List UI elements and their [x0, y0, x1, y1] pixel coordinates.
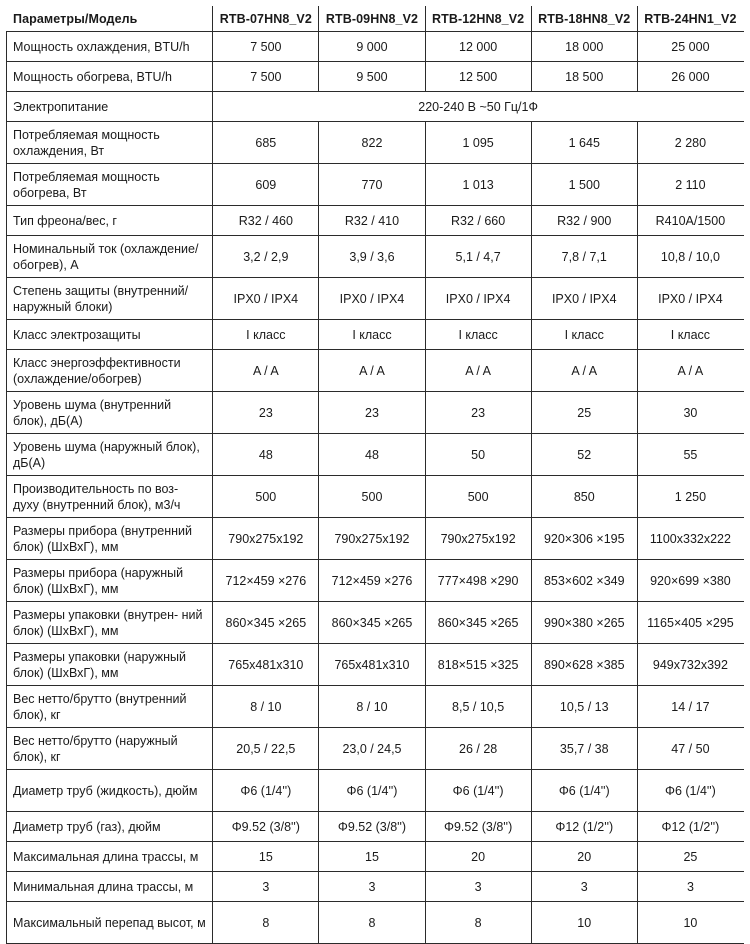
- row-label: Электропитание: [7, 92, 213, 122]
- cell-value: 3: [319, 872, 425, 902]
- cell-value: 1100x332x222: [637, 518, 743, 560]
- cell-value: R32 / 410: [319, 206, 425, 236]
- cell-value: 685: [213, 122, 319, 164]
- cell-value: 8: [425, 902, 531, 944]
- cell-value: Φ6 (1/4''): [213, 770, 319, 812]
- cell-value: A / A: [637, 350, 743, 392]
- table-row: [7, 560, 744, 602]
- header-row: [7, 7, 744, 32]
- cell-value: 48: [213, 434, 319, 476]
- cell-value: 7,8 / 7,1: [531, 236, 637, 278]
- cell-value: IPX0 / IPX4: [425, 278, 531, 320]
- cell-value: 500: [213, 476, 319, 518]
- cell-value: 18 000: [531, 32, 637, 62]
- row-label: Уровень шума (внутренний блок), дБ(А): [7, 392, 213, 434]
- cell-value: 790x275x192: [213, 518, 319, 560]
- row-label: Уровень шума (наружный блок), дБ(А): [7, 434, 213, 476]
- cell-value: 8 / 10: [319, 686, 425, 728]
- cell-value: 23: [319, 392, 425, 434]
- cell-value: Φ6 (1/4''): [425, 770, 531, 812]
- cell-value: 20: [425, 842, 531, 872]
- row-label: Мощность охлаждения, BTU/h: [7, 32, 213, 62]
- cell-value: 8: [213, 902, 319, 944]
- cell-value: IPX0 / IPX4: [531, 278, 637, 320]
- row-label: Мощность обогрева, BTU/h: [7, 62, 213, 92]
- cell-value: Φ9.52 (3/8''): [425, 812, 531, 842]
- cell-value: A / A: [425, 350, 531, 392]
- table-row: [7, 770, 744, 812]
- cell-value: A / A: [213, 350, 319, 392]
- cell-value: 14 / 17: [637, 686, 743, 728]
- cell-value: 790x275x192: [319, 518, 425, 560]
- cell-value: 10,5 / 13: [531, 686, 637, 728]
- table-row: [7, 476, 744, 518]
- cell-value: 23,0 / 24,5: [319, 728, 425, 770]
- cell-value: 10: [531, 902, 637, 944]
- cell-value: 15: [213, 842, 319, 872]
- table-row: [7, 350, 744, 392]
- row-label: Размеры упаковки (наружный блок) (ШхВхГ), мм: [7, 644, 213, 686]
- cell-value: A / A: [319, 350, 425, 392]
- cell-value: 770: [319, 164, 425, 206]
- row-label: Степень защиты (внутренний/ наружный блоки): [7, 278, 213, 320]
- cell-value: 920×699 ×380: [637, 560, 743, 602]
- cell-value: R32 / 900: [531, 206, 637, 236]
- cell-value: 7 500: [213, 32, 319, 62]
- cell-value: 860×345 ×265: [425, 602, 531, 644]
- row-label: Размеры прибора (внутренний блок) (ШхВхГ), мм: [7, 518, 213, 560]
- row-label: Размеры упаковки (внутрен- ний блок) (ШхВхГ), мм: [7, 602, 213, 644]
- cell-value: 3,9 / 3,6: [319, 236, 425, 278]
- cell-value: IPX0 / IPX4: [637, 278, 743, 320]
- table-row: [7, 32, 744, 62]
- cell-value: 52: [531, 434, 637, 476]
- cell-value: 822: [319, 122, 425, 164]
- cell-value: 765x481x310: [319, 644, 425, 686]
- cell-value: 35,7 / 38: [531, 728, 637, 770]
- cell-value: R410A/1500: [637, 206, 743, 236]
- cell-value: 25 000: [637, 32, 743, 62]
- cell-value: Φ6 (1/4''): [319, 770, 425, 812]
- cell-value: 20: [531, 842, 637, 872]
- cell-value: 850: [531, 476, 637, 518]
- cell-value: 26 / 28: [425, 728, 531, 770]
- row-label: Класс электрозащиты: [7, 320, 213, 350]
- cell-value: 8 / 10: [213, 686, 319, 728]
- cell-value: 8,5 / 10,5: [425, 686, 531, 728]
- table-row: [7, 320, 744, 350]
- row-label: Потребляемая мощность обогрева, Вт: [7, 164, 213, 206]
- cell-value: 765x481x310: [213, 644, 319, 686]
- cell-value: 48: [319, 434, 425, 476]
- cell-value: 890×628 ×385: [531, 644, 637, 686]
- cell-value: I класс: [319, 320, 425, 350]
- table-row: [7, 812, 744, 842]
- cell-value: 609: [213, 164, 319, 206]
- cell-value: 920×306 ×195: [531, 518, 637, 560]
- table-row: [7, 122, 744, 164]
- cell-value: 1165×405 ×295: [637, 602, 743, 644]
- cell-value: 500: [425, 476, 531, 518]
- table-row: [7, 872, 744, 902]
- row-label: Максимальная длина трассы, м: [7, 842, 213, 872]
- cell-value: 712×459 ×276: [213, 560, 319, 602]
- cell-value: 47 / 50: [637, 728, 743, 770]
- table-row: [7, 164, 744, 206]
- cell-value: Φ12 (1/2''): [637, 812, 743, 842]
- cell-value: 8: [319, 902, 425, 944]
- cell-value: 949x732x392: [637, 644, 743, 686]
- cell-value: 818×515 ×325: [425, 644, 531, 686]
- model-header: RTB-18HN8_V2: [531, 7, 637, 32]
- cell-value: I класс: [637, 320, 743, 350]
- row-label: Максимальный перепад высот, м: [7, 902, 213, 944]
- table-row: [7, 62, 744, 92]
- specs-table: [6, 6, 744, 944]
- table-row: [7, 518, 744, 560]
- cell-value: 2 280: [637, 122, 743, 164]
- cell-value: 1 500: [531, 164, 637, 206]
- table-row: [7, 602, 744, 644]
- cell-value: 26 000: [637, 62, 743, 92]
- cell-value: Φ6 (1/4''): [531, 770, 637, 812]
- cell-value: 10,8 / 10,0: [637, 236, 743, 278]
- cell-value: 55: [637, 434, 743, 476]
- row-label: Тип фреона/вес, г: [7, 206, 213, 236]
- table-row: [7, 842, 744, 872]
- row-label: Минимальная длина трассы, м: [7, 872, 213, 902]
- cell-value: 990×380 ×265: [531, 602, 637, 644]
- model-header: RTB-07HN8_V2: [213, 7, 319, 32]
- cell-value: I класс: [213, 320, 319, 350]
- row-label: Потребляемая мощность охлаждения, Вт: [7, 122, 213, 164]
- cell-value: A / A: [531, 350, 637, 392]
- cell-value: Φ9.52 (3/8''): [319, 812, 425, 842]
- cell-value: 1 645: [531, 122, 637, 164]
- param-header: Параметры/Модель: [7, 7, 213, 32]
- cell-value: 25: [531, 392, 637, 434]
- cell-value: 3,2 / 2,9: [213, 236, 319, 278]
- cell-value: R32 / 460: [213, 206, 319, 236]
- cell-value: 712×459 ×276: [319, 560, 425, 602]
- cell-value: 10: [637, 902, 743, 944]
- table-row: [7, 92, 744, 122]
- cell-value: 9 500: [319, 62, 425, 92]
- model-header: RTB-09HN8_V2: [319, 7, 425, 32]
- table-row: [7, 902, 744, 944]
- cell-value: 3: [213, 872, 319, 902]
- table-row: [7, 644, 744, 686]
- table-row: [7, 392, 744, 434]
- cell-value: 9 000: [319, 32, 425, 62]
- cell-value: Φ9.52 (3/8''): [213, 812, 319, 842]
- cell-value: I класс: [531, 320, 637, 350]
- cell-value: 12 000: [425, 32, 531, 62]
- cell-value: 860×345 ×265: [213, 602, 319, 644]
- cell-value: Φ6 (1/4''): [637, 770, 743, 812]
- cell-value: 3: [637, 872, 743, 902]
- cell-value: R32 / 660: [425, 206, 531, 236]
- cell-value: 853×602 ×349: [531, 560, 637, 602]
- cell-value: 15: [319, 842, 425, 872]
- table-row: [7, 686, 744, 728]
- table-row: [7, 278, 744, 320]
- cell-value: 23: [213, 392, 319, 434]
- row-label: Диаметр труб (газ), дюйм: [7, 812, 213, 842]
- model-header: RTB-24HN1_V2: [637, 7, 743, 32]
- cell-value: 5,1 / 4,7: [425, 236, 531, 278]
- cell-value: 2 110: [637, 164, 743, 206]
- cell-value: 30: [637, 392, 743, 434]
- cell-value: I класс: [425, 320, 531, 350]
- table-row: [7, 434, 744, 476]
- cell-value: 20,5 / 22,5: [213, 728, 319, 770]
- cell-value: 3: [425, 872, 531, 902]
- table-row: [7, 236, 744, 278]
- row-label: Номинальный ток (охлаждение/обогрев), А: [7, 236, 213, 278]
- table-row: [7, 206, 744, 236]
- cell-value: 860×345 ×265: [319, 602, 425, 644]
- cell-value: 1 250: [637, 476, 743, 518]
- cell-value: 50: [425, 434, 531, 476]
- row-label: Вес нетто/брутто (внутренний блок), кг: [7, 686, 213, 728]
- cell-value: 18 500: [531, 62, 637, 92]
- cell-value: Φ12 (1/2''): [531, 812, 637, 842]
- cell-value: 25: [637, 842, 743, 872]
- cell-value: 1 095: [425, 122, 531, 164]
- cell-value: IPX0 / IPX4: [213, 278, 319, 320]
- row-label: Вес нетто/брутто (наружный блок), кг: [7, 728, 213, 770]
- row-label: Производительность по воз- духу (внутренний блок), м3/ч: [7, 476, 213, 518]
- cell-value: IPX0 / IPX4: [319, 278, 425, 320]
- cell-value: 7 500: [213, 62, 319, 92]
- merged-cell-value: 220-240 В ~50 Гц/1Ф: [213, 92, 744, 122]
- cell-value: 12 500: [425, 62, 531, 92]
- cell-value: 23: [425, 392, 531, 434]
- cell-value: 3: [531, 872, 637, 902]
- cell-value: 790x275x192: [425, 518, 531, 560]
- model-header: RTB-12HN8_V2: [425, 7, 531, 32]
- cell-value: 1 013: [425, 164, 531, 206]
- cell-value: 500: [319, 476, 425, 518]
- table-row: [7, 728, 744, 770]
- cell-value: 777×498 ×290: [425, 560, 531, 602]
- row-label: Класс энергоэффективности (охлаждение/обогрев): [7, 350, 213, 392]
- row-label: Диаметр труб (жидкость), дюйм: [7, 770, 213, 812]
- row-label: Размеры прибора (наружный блок) (ШхВхГ), мм: [7, 560, 213, 602]
